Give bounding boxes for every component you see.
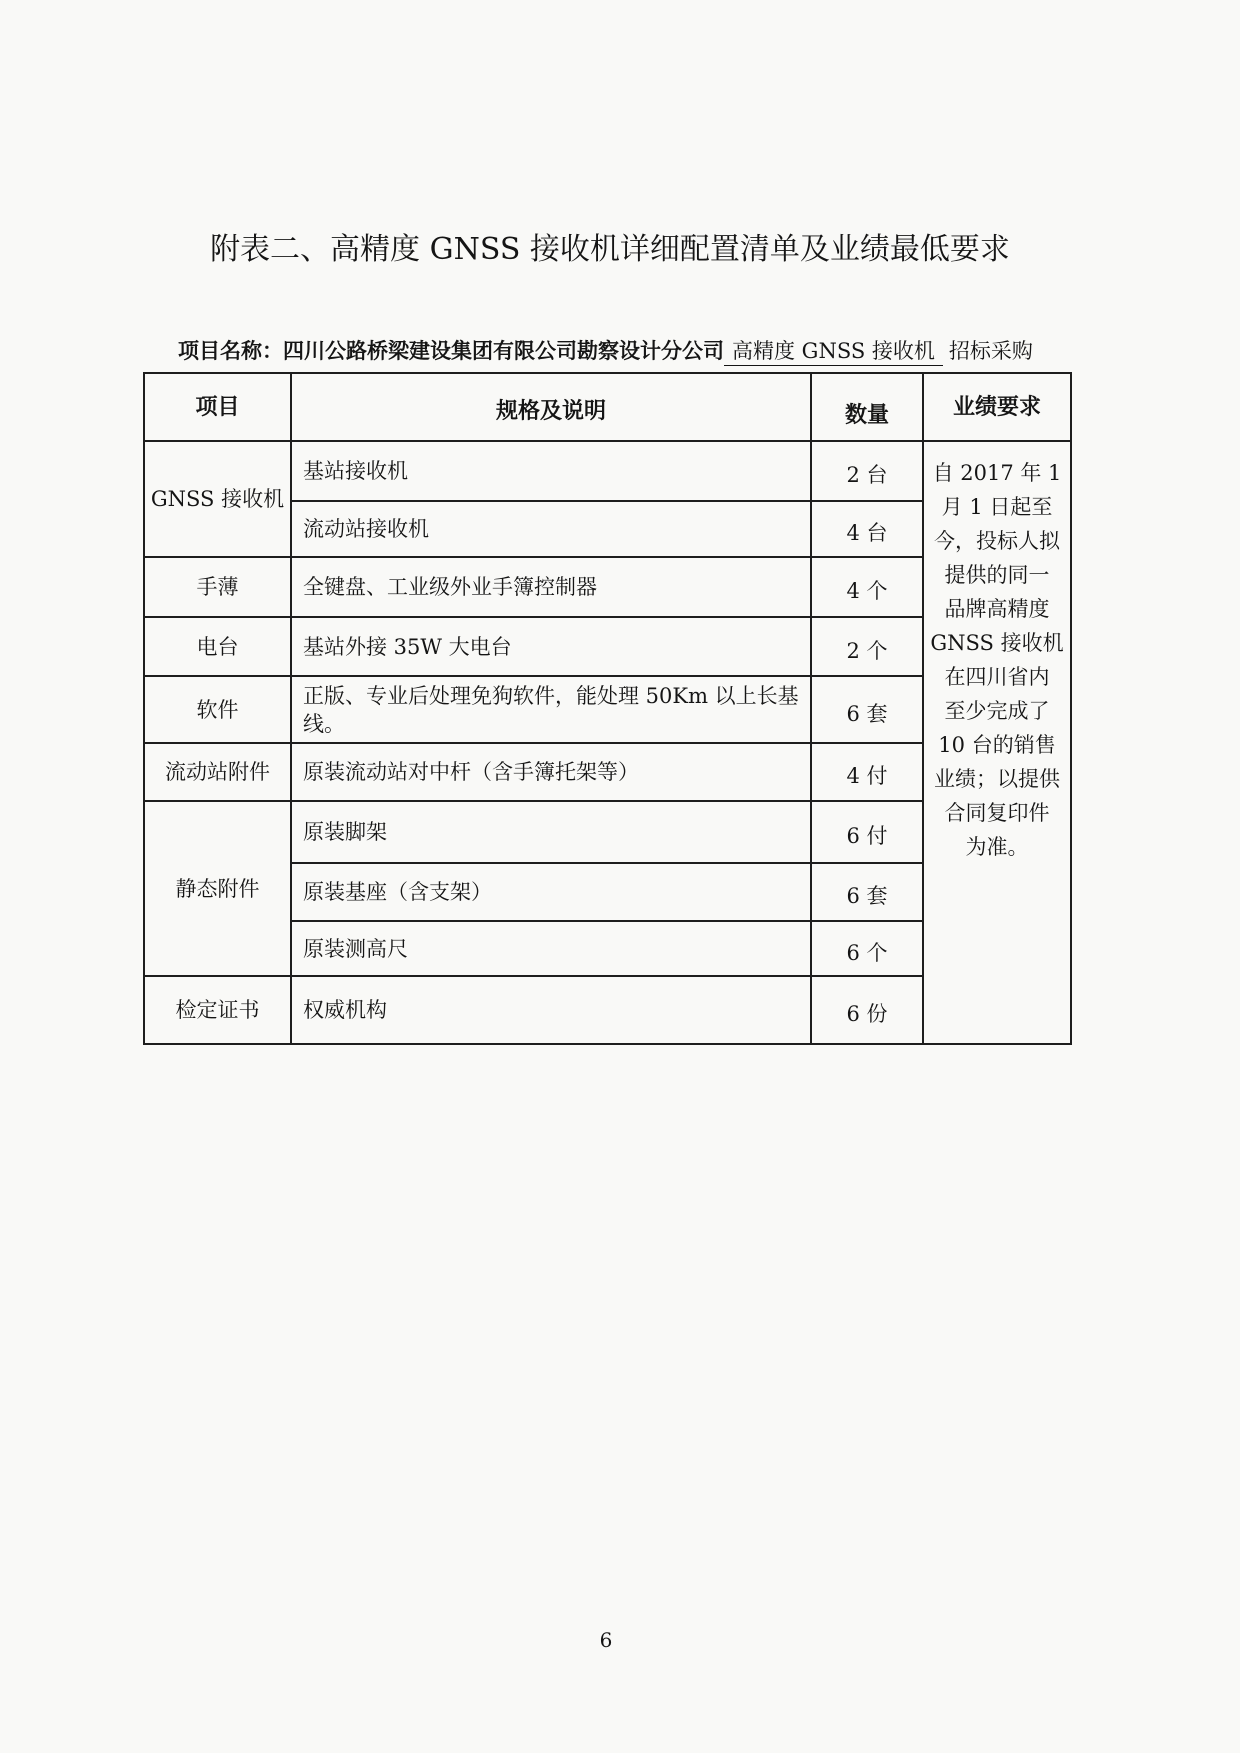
spec-cell: 权威机构: [291, 976, 811, 1044]
spec-cell: 全键盘、工业级外业手簿控制器: [291, 557, 811, 617]
qty-cell: 2 个: [811, 617, 923, 676]
performance-line: GNSS 接收机: [930, 631, 1064, 655]
qty-cell: 6 套: [811, 676, 923, 743]
performance-line: 今，投标人拟: [934, 529, 1060, 553]
header-spec: 规格及说明: [291, 373, 811, 441]
table-header-row: [144, 373, 1071, 441]
project-suffix: 招标采购: [948, 339, 1033, 363]
performance-line: 自 2017 年 1: [932, 461, 1062, 485]
project-name-line: [178, 336, 1033, 366]
spec-cell: 基站外接 35W 大电台: [291, 617, 811, 676]
item-software: 软件: [144, 676, 291, 743]
qty-cell: 6 套: [811, 863, 923, 921]
performance-line: 业绩；以提供: [934, 767, 1060, 791]
spec-line: 线。: [303, 711, 345, 736]
spec-cell: 原装流动站对中杆（含手簿托架等）: [291, 743, 811, 801]
performance-line: 10 台的销售: [938, 733, 1056, 757]
performance-line: 至少完成了: [944, 699, 1050, 723]
qty-cell: 4 台: [811, 501, 923, 557]
project-label: 项目名称：: [178, 338, 283, 363]
project-company: 四川公路桥梁建设集团有限公司勘察设计分公司: [283, 338, 724, 363]
spec-cell: [291, 676, 811, 743]
performance-requirement-cell: [923, 441, 1071, 1044]
item-calibration-certificate: 检定证书: [144, 976, 291, 1044]
spec-cell: 原装基座（含支架）: [291, 863, 811, 921]
qty-cell: 4 个: [811, 557, 923, 617]
spec-cell: 原装脚架: [291, 801, 811, 863]
spec-cell: 基站接收机: [291, 441, 811, 501]
header-performance: 业绩要求: [923, 373, 1071, 441]
performance-line: 在四川省内: [944, 665, 1050, 689]
qty-cell: 6 个: [811, 921, 923, 976]
performance-line: 合同复印件: [944, 801, 1050, 825]
page-number: 6: [599, 1628, 613, 1652]
project-item-underlined: 高精度 GNSS 接收机: [724, 338, 943, 366]
item-handheld: 手薄: [144, 557, 291, 617]
qty-cell: 4 付: [811, 743, 923, 801]
performance-line: 提供的同一: [944, 563, 1050, 587]
performance-line: 月 1 日起至: [941, 495, 1053, 519]
page-title: 附表二、高精度 GNSS 接收机详细配置清单及业绩最低要求: [210, 232, 1010, 267]
qty-cell: 6 付: [811, 801, 923, 863]
item-gnss-receiver: GNSS 接收机: [144, 441, 291, 557]
header-item: 项目: [144, 373, 291, 441]
header-qty: 数量: [811, 373, 923, 441]
table-row: [144, 441, 1071, 501]
item-radio: 电台: [144, 617, 291, 676]
performance-line: 为准。: [965, 835, 1029, 859]
spec-cell: 原装测高尺: [291, 921, 811, 976]
performance-line: 品牌高精度: [944, 597, 1050, 621]
qty-cell: 6 份: [811, 976, 923, 1044]
item-static-accessories: 静态附件: [144, 801, 291, 976]
item-rover-accessories: 流动站附件: [144, 743, 291, 801]
configuration-table: [143, 372, 1072, 1045]
spec-line: 正版、专业后处理免狗软件，能处理 50Km 以上长基: [303, 683, 799, 708]
spec-cell: 流动站接收机: [291, 501, 811, 557]
qty-cell: 2 台: [811, 441, 923, 501]
